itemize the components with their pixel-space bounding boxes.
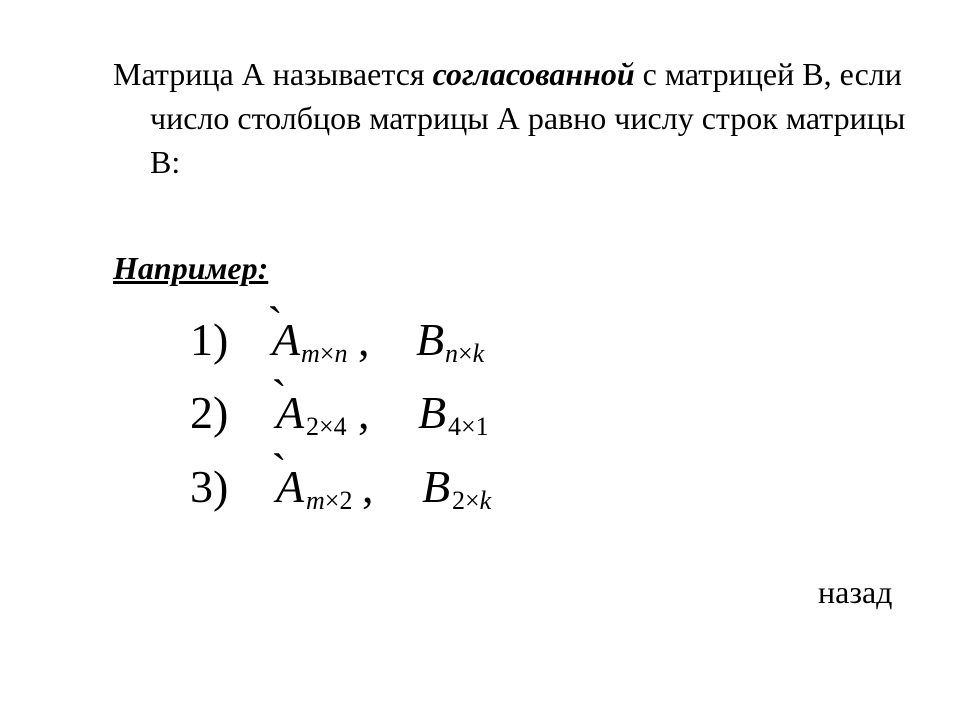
separator-comma: , [358, 314, 370, 365]
matrix-a [276, 378, 304, 448]
example-number: 3) [190, 461, 229, 512]
matrix-a-letter: A [276, 387, 305, 438]
back-link[interactable]: назад [818, 574, 893, 610]
example-number: 2) [190, 387, 229, 438]
example-3 [190, 452, 520, 522]
matrix-b-subscript: n×k [445, 339, 485, 368]
definition-paragraph [113, 52, 940, 184]
example-heading: Например: [113, 250, 269, 286]
matrix-a-letter: A [272, 314, 301, 365]
definition-text-start: Матрица А называется [113, 56, 433, 92]
matrix-b: B [418, 387, 447, 438]
example-2 [190, 378, 520, 448]
matrix-b-subscript: 4×1 [448, 412, 489, 441]
matrix-a-subscript: 2×4 [306, 412, 347, 441]
matrix-b: B [422, 461, 451, 512]
matrix-a [276, 452, 304, 522]
matrix-b-subscript: 2×k [452, 486, 492, 515]
example-1 [190, 305, 520, 375]
matrix-a-subscript: m×n [301, 339, 348, 368]
separator-comma: , [358, 387, 370, 438]
definition-term: согласованной [432, 56, 635, 92]
matrix-b: B [416, 314, 445, 365]
matrix-a-subscript: m×2 [306, 486, 353, 515]
matrix-a [272, 305, 300, 375]
example-number: 1) [190, 314, 229, 365]
separator-comma: , [362, 461, 374, 512]
definition-text-end: с матрицей В, если число столбцов матрицы А равно числу строк матрицы В: [150, 56, 906, 180]
matrix-a-letter: A [276, 461, 305, 512]
